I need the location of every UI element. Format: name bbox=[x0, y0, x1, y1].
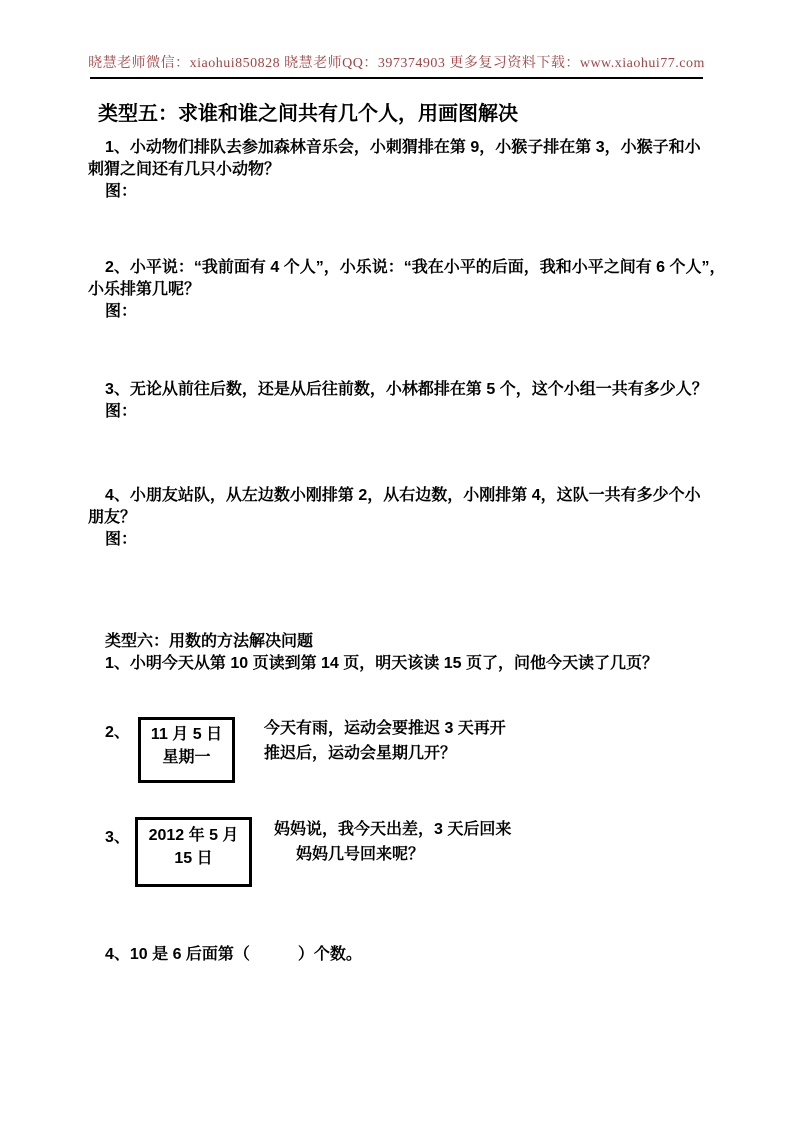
section6-problem-2-number: 2、 bbox=[105, 724, 130, 741]
date-box-weekday: 星期一 bbox=[162, 749, 211, 766]
section6-problem-1: 1、小明今天从第 10 页读到第 14 页，明天该读 15 页了，问他今天读了几页？ bbox=[105, 655, 658, 672]
problem-2-right-line-2: 推迟后，运动会星期几开？ bbox=[264, 745, 457, 762]
problem-1-line-2: 刺猬之间还有几只小动物？ bbox=[88, 161, 281, 178]
problem-2-figure-label: 图： bbox=[105, 303, 138, 320]
date-box-year-month: 2012 年 5 月 bbox=[148, 827, 239, 844]
problem-4-text: 4、10 是 6 后面第（ ）个数。 bbox=[105, 946, 362, 963]
section5-title: 类型五：求谁和谁之间共有几个人，用画图解决 bbox=[98, 103, 518, 125]
problem-4-line-2: 朋友？ bbox=[88, 509, 137, 526]
problem-1-line-1: 1、小动物们排队去参加森林音乐会，小刺猬排在第 9，小猴子排在第 3，小猴子和小 bbox=[105, 139, 701, 156]
section6-problem-3-number: 3、 bbox=[105, 829, 130, 846]
problem-3-right-line-1: 妈妈说，我今天出差，3 天后回来 bbox=[274, 821, 512, 838]
date-box-day: 15 日 bbox=[174, 850, 213, 867]
date-box-date: 11 月 5 日 bbox=[150, 726, 223, 743]
watermark-header: 晓慧老师微信：xiaohui850828 晓慧老师QQ：397374903 更多复习资料下载：www.xiaohui77.com bbox=[88, 56, 705, 71]
problem-3-right-line-2: 妈妈几号回来呢？ bbox=[296, 846, 425, 863]
header-divider-line bbox=[90, 77, 703, 79]
problem-3-figure-label: 图： bbox=[105, 403, 138, 420]
section5-problem-3 bbox=[88, 379, 728, 423]
section6-problem-3-text bbox=[274, 817, 511, 867]
problem-2-line-2: 小乐排第几呢？ bbox=[88, 281, 201, 298]
section6-title: 类型六：用数的方法解决问题 bbox=[105, 633, 314, 650]
section5-problem-2 bbox=[88, 257, 728, 323]
problem-4-figure-label: 图： bbox=[105, 531, 138, 548]
section5-problem-1 bbox=[88, 137, 728, 203]
date-box-nov-5 bbox=[138, 717, 235, 783]
date-box-may-15 bbox=[135, 817, 252, 887]
problem-2-line-1: 2、小平说：“我前面有 4 个人”，小乐说：“我在小平的后面，我和小平之间有 6 个人”， bbox=[105, 259, 726, 276]
problem-3-line-1: 3、无论从前往后数，还是从后往前数，小林都排在第 5 个，这个小组一共有多少人？ bbox=[105, 381, 708, 398]
problem-1-figure-label: 图： bbox=[105, 183, 138, 200]
section6-problem-2-text bbox=[264, 716, 506, 766]
problem-2-right-line-1: 今天有雨，运动会要推迟 3 天再开 bbox=[264, 720, 506, 737]
section6-problem-4 bbox=[88, 944, 728, 966]
section5-problem-4 bbox=[88, 485, 728, 551]
problem-4-line-1: 4、小朋友站队，从左边数小刚排第 2，从右边数，小刚排第 4，这队一共有多少个小 bbox=[105, 487, 701, 504]
